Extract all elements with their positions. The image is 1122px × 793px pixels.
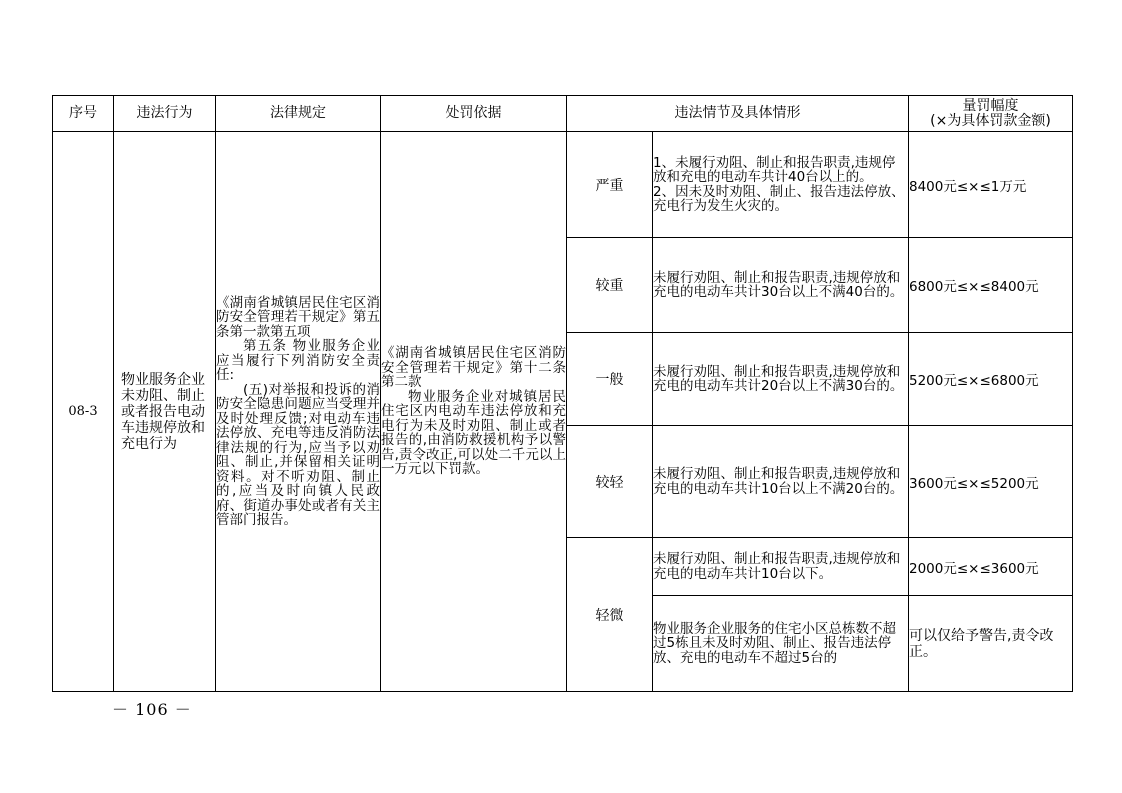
circumstance-serious-2: 2、因未及时劝阻、制止、报告违法停放、充电行为发生火灾的。 <box>653 183 905 214</box>
header-penalty <box>909 96 1073 132</box>
amount-general: 5200元≤×≤6800元 <box>909 333 1073 426</box>
law-item: (五)对举报和投诉的消防安全隐患问题应当受理并及时处理反馈;对电动车违法停放、充电等违反消防法律法规的行为,应当予以劝阻、制止,并保留相关证明资料。对不听劝阻、制止的,应当及时向镇人民政府、街道办事处或者有关主管部门报告。 <box>216 381 380 528</box>
header-basis: 处罚依据 <box>381 96 567 132</box>
level-general: 一般 <box>567 333 653 426</box>
amount-minor: 3600元≤×≤5200元 <box>909 426 1073 538</box>
header-penalty-title: 量罚幅度 <box>962 97 1019 114</box>
circumstance-general: 未履行劝阻、制止和报告职责,违规停放和充电的电动车共计20台以上不满30台的。 <box>653 333 909 426</box>
header-seq: 序号 <box>53 96 114 132</box>
basis-text: 物业服务企业对城镇居民住宅区内电动车违法停放和充电行为未及时劝阻、制止或者报告的,由消防救援机构予以警告,责令改正,可以处二千元以上一万元以下罚款。 <box>381 388 566 478</box>
page-number: － 106 － <box>112 700 192 719</box>
circumstance-slight-1: 未履行劝阻、制止和报告职责,违规停放和充电的电动车共计10台以下。 <box>653 538 909 596</box>
circumstance-slight-2: 物业服务企业服务的住宅小区总栋数不超过5栋且未及时劝阻、制止、报告违法停放、充电的电动车不超过5台的 <box>653 596 909 692</box>
amount-slight-1: 2000元≤×≤3600元 <box>909 538 1073 596</box>
violation-text: 物业服务企业未劝阻、制止或者报告电动车违规停放和充电行为 <box>121 371 205 452</box>
level-slight: 轻微 <box>567 538 653 692</box>
level-serious: 严重 <box>567 132 653 238</box>
basis-title: 《湖南省城镇居民住宅区消防安全管理若干规定》第十二条第二款 <box>381 345 566 391</box>
basis-cell <box>381 132 567 692</box>
amount-relatively-serious: 6800元≤×≤8400元 <box>909 238 1073 333</box>
violation-cell <box>114 132 216 692</box>
penalty-standard-table <box>52 95 1073 692</box>
table-row <box>53 132 1073 238</box>
header-row <box>53 96 1073 132</box>
circumstance-serious <box>653 132 909 238</box>
circumstance-minor: 未履行劝阻、制止和报告职责,违规停放和充电的电动车共计10台以上不满20台的。 <box>653 426 909 538</box>
law-article: 第五条 物业服务企业应当履行下列消防安全责任: <box>216 338 380 383</box>
level-relatively-serious: 较重 <box>567 238 653 333</box>
header-violation: 违法行为 <box>114 96 216 132</box>
level-minor: 较轻 <box>567 426 653 538</box>
law-cell <box>216 132 381 692</box>
circumstance-relatively-serious: 未履行劝阻、制止和报告职责,违规停放和充电的电动车共计30台以上不满40台的。 <box>653 238 909 333</box>
header-penalty-note: (×为具体罚款金额) <box>930 112 1051 129</box>
header-law: 法律规定 <box>216 96 381 132</box>
law-title: 《湖南省城镇居民住宅区消防安全管理若干规定》第五条第一款第五项 <box>216 294 380 340</box>
amount-serious: 8400元≤×≤1万元 <box>909 132 1073 238</box>
amount-slight-2: 可以仅给予警告,责令改正。 <box>909 596 1073 692</box>
header-circumstance: 违法情节及具体情形 <box>567 96 909 132</box>
seq-cell: 08-3 <box>53 132 114 692</box>
circumstance-serious-1: 1、未履行劝阻、制止和报告职责,违规停放和充电的电动车共计40台以上的。 <box>653 154 896 185</box>
